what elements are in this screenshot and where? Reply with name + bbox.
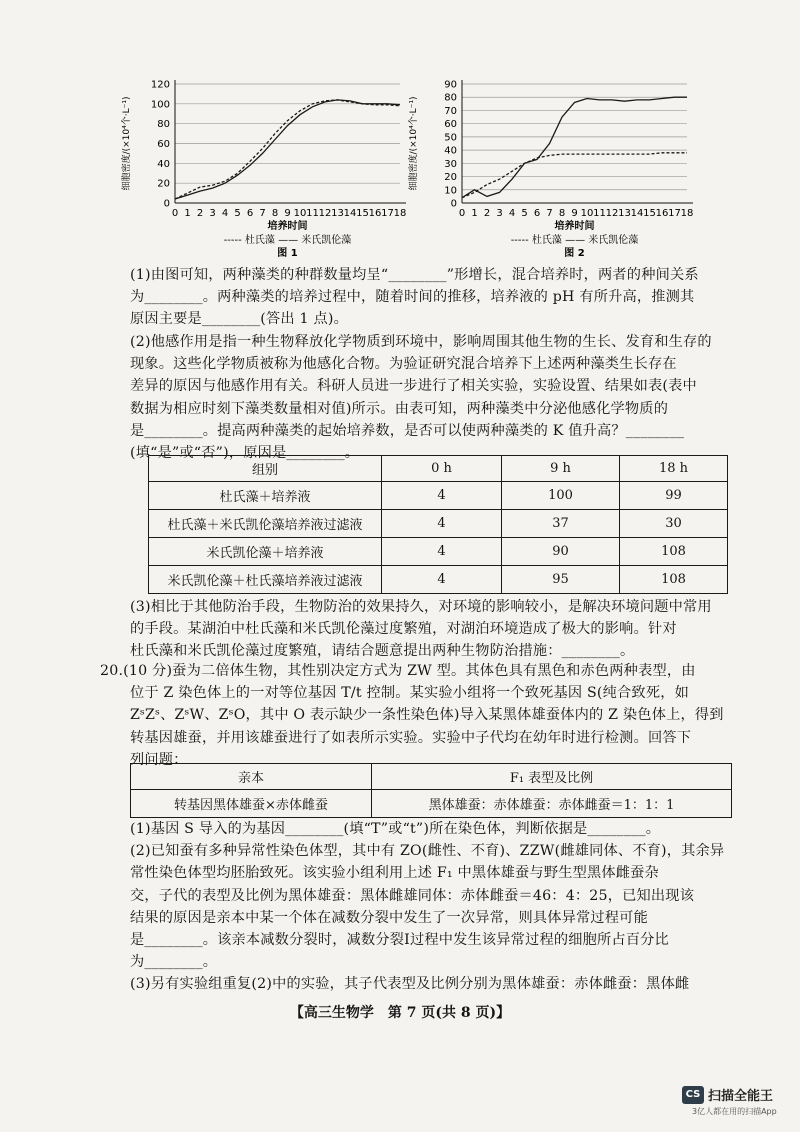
series-line-dunaliella [175,100,400,199]
y-tick-label: 20 [444,172,457,184]
table-cell: 108 [620,566,728,594]
figure-2 [402,70,702,260]
table-cell: 米氏凯伦藻＋杜氏藻培养液过滤液 [149,566,382,594]
table-row [149,482,728,510]
table-cell: 4 [382,510,502,538]
x-tick-label: 11 [306,208,319,219]
x-tick-label: 10 [293,208,307,219]
figure-caption: 图 2 [564,248,585,259]
question-3-text [130,596,745,663]
text-line: 数据为相应时刻下藻类数量相对值)所示。由表可知，两种藻类中分泌他感化学物质的 [130,400,669,417]
table-cell: 杜氏藻＋培养液 [149,482,382,510]
x-tick-label: 4 [221,208,229,219]
x-tick-label: 7 [259,208,266,219]
scanner-name: 扫描全能王 [708,1089,774,1104]
x-tick-label: 13 [618,208,631,219]
text-line: 杜氏藻和米氏凯伦藻过度繁殖，请结合题意提出两种生物防治措施：________。 [130,643,635,660]
x-tick-label: 1 [471,208,478,219]
question-2-text [130,331,745,464]
figure-1-svg [115,70,415,260]
y-tick-label: 0 [163,198,170,210]
text-line: 常性染色体型均胚胎致死。该实验小组利用上述 F₁ 中黑体雄蚕与野生型黑体雌蚕杂 [130,865,659,882]
table-header-cell: 0 h [382,456,502,482]
series-line-karenia [462,97,687,198]
x-tick-label: 6 [533,208,541,219]
question-20-parts [130,818,745,996]
x-tick-label: 2 [483,208,491,219]
y-tick-label: 20 [157,178,170,190]
y-tick-label: 30 [444,158,457,170]
table-cell: 108 [620,538,728,566]
figure-2-svg [402,70,702,260]
x-tick-label: 15 [356,208,369,219]
x-tick-label: 4 [508,208,516,219]
table-cell: 米氏凯伦藻＋培养液 [149,538,382,566]
x-tick-label: 17 [381,208,394,219]
text-line: 的手段。某湖泊中杜氏藻和米氏凯伦藻过度繁殖，对湖泊环境造成了极大的影响。针对 [130,621,677,638]
series-line-dunaliella [462,153,687,198]
text-line: ZˢZˢ、ZˢW、ZˢO，其中 O 表示缺少一条性染色体)导入某黑体雄蚕体内的 Z 染色体上，得到 [130,707,724,724]
y-tick-label: 50 [444,132,457,144]
x-tick-label: 16 [368,208,382,219]
table-row [131,790,732,818]
camscanner-logo-icon: CS [682,1086,704,1104]
figure-1 [115,70,415,260]
x-tick-label: 12 [605,208,619,219]
question-20-stem [100,660,745,771]
table-cell: 37 [502,510,620,538]
x-tick-label: 17 [668,208,681,219]
x-tick-label: 9 [284,208,291,219]
y-tick-label: 60 [444,119,457,131]
text-line: 交，子代的表型及比例为黑体雄蚕：黑体雌雄同体：赤体雌蚕＝46：4：25，已知出现该 [130,887,695,904]
table-row [149,566,728,594]
x-tick-label: 16 [655,208,669,219]
y-axis-label: 细胞密度/(×10⁴个·L⁻¹) [409,96,419,191]
text-line: 20.(10 分)蚕为二倍体生物，其性别决定方式为 ZW 型。其体色具有黑色和赤色两种表型，由 [100,663,696,679]
x-tick-label: 0 [171,208,179,219]
y-tick-label: 40 [157,158,170,170]
text-line: (2)他感作用是指一种生物释放化学物质到环境中，影响周围其他生物的生长、发育和生存的 [130,334,712,350]
y-tick-label: 60 [157,139,170,150]
y-tick-label: 10 [444,185,457,197]
table-header-cell: F₁ 表型及比例 [372,764,732,790]
x-axis-label: 培养时间 [267,221,308,232]
table-cell: 转基因黑体雄蚕×赤体雌蚕 [131,790,372,818]
table-header-row [131,764,732,790]
legend: ----- 杜氏藻 —— 米氏凯伦藻 [223,235,352,246]
legend: ----- 杜氏藻 —— 米氏凯伦藻 [510,235,639,246]
x-tick-label: 8 [271,208,279,219]
table-header-cell: 亲本 [131,764,372,790]
x-tick-label: 14 [630,208,644,219]
y-tick-label: 120 [150,79,170,91]
text-line: (3)相比于其他防治手段，生物防治的效果持久，对环境的影响较小，是解决环境问题中常用 [130,599,712,615]
text-line: 现象。这些化学物质被称为他感化合物。为验证研究混合培养下上述两种藻类生长存在 [130,356,677,373]
y-tick-label: 0 [450,198,457,210]
figure-caption: 图 1 [277,248,298,259]
text-line: (1)基因 S 导入的为基因________(填“T”或“t”)所在染色体，判断依据是________。 [130,821,661,837]
x-tick-label: 1 [184,208,191,219]
text-line: (填“是”或“否”)，原因是________。 [130,445,360,462]
text-line: 是________。提高两种藻类的起始培养数，是否可以使两种藻类的 K 值升高？________ [130,422,685,439]
x-tick-label: 3 [209,208,216,219]
silkworm-cross-table [130,763,732,818]
question-1-text [130,264,745,331]
x-tick-label: 15 [643,208,656,219]
table-cell: 4 [382,482,502,510]
table-cell: 99 [620,482,728,510]
text-line: 为________。两种藻类的培养过程中，随着时间的推移，培养液的 pH 有所升高，推测其 [130,289,695,306]
x-tick-label: 2 [196,208,204,219]
table-cell: 杜氏藻＋米氏凯伦藻培养液过滤液 [149,510,382,538]
x-tick-label: 11 [593,208,606,219]
x-tick-label: 6 [246,208,254,219]
table-header-cell: 18 h [620,456,728,482]
y-tick-label: 100 [150,99,170,111]
table-cell: 90 [502,538,620,566]
x-tick-label: 7 [546,208,553,219]
text-line: (2)已知蚕有多种异常性染色体型，其中有 ZO(雌性、不育)、ZZW(雌雄同体、不育)，其余异 [130,843,725,860]
series-line-karenia [175,100,400,199]
table-row [149,510,728,538]
x-tick-label: 0 [458,208,466,219]
text-line: 原因主要是________(答出 1 点)。 [130,311,348,328]
x-tick-label: 8 [558,208,566,219]
text-line: (1)由图可知，两种藻类的种群数量均呈“________”形增长，混合培养时，两者的种间关系 [130,267,699,283]
table-cell: 100 [502,482,620,510]
x-tick-label: 18 [680,208,694,219]
x-tick-label: 10 [580,208,594,219]
table-row [149,538,728,566]
table-cell: 黑体雄蚕：赤体雄蚕：赤体雌蚕＝1：1：1 [372,790,732,818]
table-cell: 30 [620,510,728,538]
table-header-row [149,456,728,482]
table-cell: 95 [502,566,620,594]
table-header-cell: 9 h [502,456,620,482]
x-tick-label: 18 [393,208,407,219]
y-tick-label: 70 [444,105,457,117]
text-line: 差异的原因与他感作用有关。科研人员进一步进行了相关实验，实验设置、结果如表(表中 [130,378,697,395]
x-tick-label: 5 [521,208,528,219]
x-tick-label: 13 [331,208,344,219]
algae-results-table [148,455,728,594]
y-tick-label: 40 [444,145,457,157]
x-tick-label: 3 [496,208,503,219]
y-axis-label: 细胞密度/(×10⁴个·L⁻¹) [122,96,132,191]
x-tick-label: 14 [343,208,357,219]
text-line: 位于 Z 染色体上的一对等位基因 T/t 控制。某实验小组将一个致死基因 S(纯合致死，如 [130,685,689,702]
y-tick-label: 90 [444,79,457,91]
x-tick-label: 12 [318,208,332,219]
y-tick-label: 80 [157,119,170,131]
x-tick-label: 5 [234,208,241,219]
text-line: 转基因雄蚕，并用该雄蚕进行了如表所示实验。实验中子代均在幼年时进行检测。回答下 [130,729,692,746]
x-axis-label: 培养时间 [554,221,595,232]
text-line: 结果的原因是亲本中某一个体在减数分裂中发生了一次异常，则具体异常过程可能 [130,909,648,926]
page-footer: 【高三生物学 第 7 页(共 8 页)】 [289,1005,511,1021]
text-line: (3)另有实验组重复(2)中的实验，其子代表型及比例分别为黑体雄蚕：赤体雌蚕：黑体雌 [130,976,690,993]
scanner-watermark [682,1084,777,1116]
text-line: 列问题： [130,751,188,768]
table-cell: 4 [382,566,502,594]
table-cell: 4 [382,538,502,566]
text-line: 是________。该亲本减数分裂时，减数分裂Ⅰ过程中发生该异常过程的细胞所占百分比 [130,932,669,949]
text-line: 为________。 [130,954,218,971]
x-tick-label: 9 [571,208,578,219]
y-tick-label: 80 [444,92,457,104]
table-header-cell: 组别 [149,456,382,482]
scanner-tagline: 3亿人都在用的扫描App [692,1107,777,1116]
